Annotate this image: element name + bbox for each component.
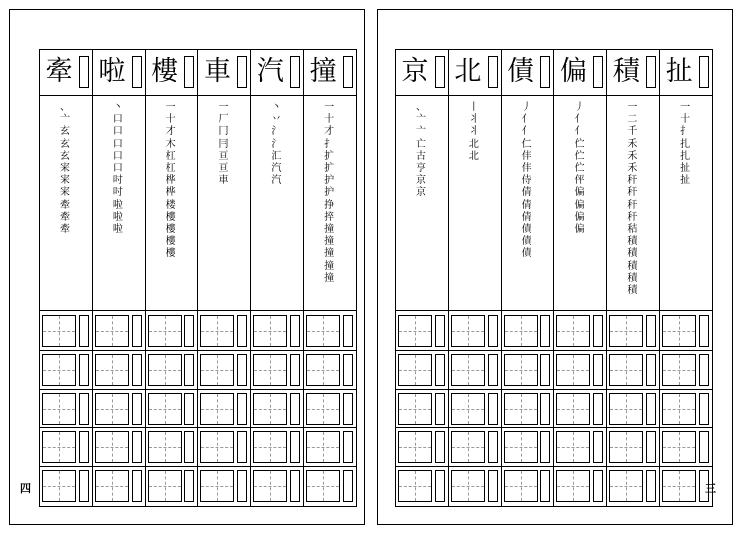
practice-area: [396, 311, 448, 506]
stroke-order-area: [554, 96, 606, 311]
writing-practice-cell[interactable]: [609, 470, 643, 502]
writing-practice-cell[interactable]: [398, 431, 432, 463]
practice-phonetic-box[interactable]: [343, 431, 353, 463]
practice-phonetic-box[interactable]: [79, 470, 89, 502]
writing-practice-cell[interactable]: [42, 470, 76, 502]
practice-row: [146, 467, 198, 505]
character-header: [251, 50, 303, 96]
writing-practice-cell[interactable]: [504, 315, 538, 347]
character-column: [93, 50, 146, 506]
character-header: [554, 50, 606, 96]
practice-phonetic-box[interactable]: [646, 470, 656, 502]
practice-row: [198, 428, 250, 467]
right-worksheet-page: [377, 9, 733, 525]
practice-row: [198, 390, 250, 429]
practice-phonetic-box[interactable]: [290, 354, 300, 386]
practice-phonetic-box[interactable]: [290, 315, 300, 347]
practice-phonetic-box[interactable]: [646, 354, 656, 386]
writing-practice-cell[interactable]: [609, 354, 643, 386]
practice-row: [449, 312, 501, 351]
practice-phonetic-box[interactable]: [593, 354, 603, 386]
practice-phonetic-box[interactable]: [488, 354, 498, 386]
practice-row: [146, 312, 198, 351]
practice-row: [607, 428, 659, 467]
practice-row: [93, 428, 145, 467]
writing-practice-cell[interactable]: [451, 315, 485, 347]
stroke-order-area: [304, 96, 356, 311]
writing-practice-cell[interactable]: [253, 354, 287, 386]
practice-phonetic-box[interactable]: [132, 470, 142, 502]
practice-phonetic-box[interactable]: [237, 354, 247, 386]
practice-phonetic-box[interactable]: [646, 431, 656, 463]
phonetic-box[interactable]: [343, 56, 353, 88]
practice-phonetic-box[interactable]: [343, 470, 353, 502]
practice-row: [607, 351, 659, 390]
practice-phonetic-box[interactable]: [540, 315, 550, 347]
practice-row: [251, 467, 303, 505]
practice-row: [40, 428, 92, 467]
stroke-order-area: [146, 96, 198, 311]
character-column: [396, 50, 449, 506]
character-header: [93, 50, 145, 96]
practice-phonetic-box[interactable]: [132, 393, 142, 425]
practice-row: [607, 467, 659, 505]
character-column: [554, 50, 607, 506]
practice-row: [396, 428, 448, 467]
practice-phonetic-box[interactable]: [593, 315, 603, 347]
character-header: [304, 50, 356, 96]
practice-phonetic-box[interactable]: [79, 315, 89, 347]
character-column: [502, 50, 555, 506]
character-column: [449, 50, 502, 506]
practice-row: [396, 390, 448, 429]
stroke-order-sequence: 一 十 才 扌 扩 扩 护 护 挣 捽 撞 撞 撞 撞 撞: [324, 102, 335, 284]
practice-row: [449, 390, 501, 429]
model-character: 樓: [151, 56, 179, 87]
practice-phonetic-box[interactable]: [290, 470, 300, 502]
writing-practice-cell[interactable]: [609, 315, 643, 347]
practice-phonetic-box[interactable]: [184, 393, 194, 425]
stroke-order-area: [40, 96, 92, 311]
model-character: 牽: [45, 56, 73, 87]
writing-practice-cell[interactable]: [148, 470, 182, 502]
writing-practice-cell[interactable]: [253, 431, 287, 463]
writing-practice-cell[interactable]: [253, 470, 287, 502]
practice-area: [40, 311, 92, 506]
practice-row: [396, 312, 448, 351]
writing-practice-cell[interactable]: [398, 393, 432, 425]
model-character: 撞: [309, 56, 337, 87]
stroke-order-area: [251, 96, 303, 311]
practice-row: [449, 351, 501, 390]
writing-practice-cell[interactable]: [451, 393, 485, 425]
practice-row: [198, 467, 250, 505]
practice-phonetic-box[interactable]: [699, 354, 709, 386]
writing-practice-cell[interactable]: [398, 354, 432, 386]
writing-practice-cell[interactable]: [451, 354, 485, 386]
practice-phonetic-box[interactable]: [343, 393, 353, 425]
practice-row: [251, 428, 303, 467]
character-grid: [39, 49, 357, 507]
stroke-order-sequence: 一 二 千 禾 禾 禾 秆 秆 秆 秆 秸 積 積 積 積 積: [627, 102, 638, 297]
writing-practice-cell[interactable]: [662, 431, 696, 463]
practice-row: [660, 312, 712, 351]
practice-phonetic-box[interactable]: [488, 315, 498, 347]
practice-row: [607, 390, 659, 429]
stroke-order-sequence: 丨 丬 丬 北 北: [468, 102, 479, 162]
stroke-order-sequence: 一 十 才 木 杠 杠 桦 桦 楼 樓 樓 樓 樓: [165, 102, 176, 260]
stroke-order-sequence: 丶 丷 氵 氵 汇 汽 汽: [271, 102, 282, 187]
character-header: [40, 50, 92, 96]
practice-row: [660, 428, 712, 467]
practice-phonetic-box[interactable]: [435, 470, 445, 502]
practice-row: [502, 312, 554, 351]
practice-row: [198, 312, 250, 351]
practice-area: [251, 311, 303, 506]
practice-phonetic-box[interactable]: [540, 431, 550, 463]
model-character: 北: [454, 56, 482, 87]
phonetic-box[interactable]: [184, 56, 194, 88]
practice-area: [449, 311, 501, 506]
practice-row: [93, 312, 145, 351]
page-number: 四: [20, 482, 31, 495]
practice-phonetic-box[interactable]: [646, 315, 656, 347]
practice-phonetic-box[interactable]: [488, 470, 498, 502]
writing-practice-cell[interactable]: [504, 470, 538, 502]
practice-phonetic-box[interactable]: [132, 431, 142, 463]
writing-practice-cell[interactable]: [504, 354, 538, 386]
left-worksheet-page: [9, 9, 365, 525]
practice-row: [40, 390, 92, 429]
writing-practice-cell[interactable]: [42, 393, 76, 425]
phonetic-box[interactable]: [699, 56, 709, 88]
phonetic-box[interactable]: [435, 56, 445, 88]
practice-row: [554, 312, 606, 351]
practice-phonetic-box[interactable]: [343, 315, 353, 347]
practice-phonetic-box[interactable]: [237, 470, 247, 502]
character-column: [251, 50, 304, 506]
phonetic-box[interactable]: [79, 56, 89, 88]
stroke-order-area: [198, 96, 250, 311]
writing-practice-cell[interactable]: [306, 315, 340, 347]
practice-row: [304, 467, 356, 505]
stroke-order-sequence: 丶 口 口 口 口 口 吋 吋 啦 啦 啦: [112, 102, 123, 236]
writing-practice-cell[interactable]: [95, 393, 129, 425]
character-header: [198, 50, 250, 96]
practice-area: [660, 311, 712, 506]
stroke-order-sequence: 一 厂 冂 冃 亘 亘 車: [218, 102, 229, 187]
character-grid: [395, 49, 713, 507]
practice-phonetic-box[interactable]: [79, 431, 89, 463]
practice-row: [502, 428, 554, 467]
practice-row: [40, 351, 92, 390]
practice-area: [146, 311, 198, 506]
practice-row: [554, 428, 606, 467]
writing-practice-cell[interactable]: [556, 354, 590, 386]
model-character: 扯: [665, 56, 693, 87]
writing-practice-cell[interactable]: [662, 315, 696, 347]
practice-area: [502, 311, 554, 506]
practice-phonetic-box[interactable]: [540, 354, 550, 386]
page-number: 三: [705, 482, 716, 495]
practice-row: [198, 351, 250, 390]
writing-practice-cell[interactable]: [200, 315, 234, 347]
practice-phonetic-box[interactable]: [237, 393, 247, 425]
practice-phonetic-box[interactable]: [593, 393, 603, 425]
phonetic-box[interactable]: [290, 56, 300, 88]
phonetic-box[interactable]: [132, 56, 142, 88]
practice-row: [502, 467, 554, 505]
practice-phonetic-box[interactable]: [699, 315, 709, 347]
character-column: [146, 50, 199, 506]
writing-practice-cell[interactable]: [42, 354, 76, 386]
practice-phonetic-box[interactable]: [699, 431, 709, 463]
practice-phonetic-box[interactable]: [132, 315, 142, 347]
practice-row: [660, 390, 712, 429]
writing-practice-cell[interactable]: [306, 431, 340, 463]
writing-practice-cell[interactable]: [556, 393, 590, 425]
practice-row: [40, 312, 92, 351]
practice-area: [554, 311, 606, 506]
writing-practice-cell[interactable]: [398, 470, 432, 502]
practice-phonetic-box[interactable]: [593, 470, 603, 502]
stroke-order-sequence: 丿 亻 亻 伫 伫 伫 伻 偏 偏 偏 偏: [574, 102, 585, 236]
practice-row: [304, 351, 356, 390]
writing-practice-cell[interactable]: [609, 393, 643, 425]
practice-row: [449, 428, 501, 467]
character-column: [304, 50, 356, 506]
writing-practice-cell[interactable]: [451, 431, 485, 463]
writing-practice-cell[interactable]: [42, 315, 76, 347]
stroke-order-sequence: 、 亠 玄 玄 玄 宩 宩 宩 牽 牽 牽: [60, 102, 70, 236]
practice-row: [396, 351, 448, 390]
writing-practice-cell[interactable]: [200, 470, 234, 502]
practice-phonetic-box[interactable]: [435, 315, 445, 347]
writing-practice-cell[interactable]: [95, 315, 129, 347]
practice-row: [502, 390, 554, 429]
practice-phonetic-box[interactable]: [184, 431, 194, 463]
practice-phonetic-box[interactable]: [79, 393, 89, 425]
writing-practice-cell[interactable]: [609, 431, 643, 463]
practice-phonetic-box[interactable]: [184, 315, 194, 347]
writing-practice-cell[interactable]: [148, 431, 182, 463]
practice-phonetic-box[interactable]: [488, 393, 498, 425]
writing-practice-cell[interactable]: [504, 393, 538, 425]
practice-phonetic-box[interactable]: [290, 431, 300, 463]
character-header: [146, 50, 198, 96]
practice-row: [304, 428, 356, 467]
practice-phonetic-box[interactable]: [540, 393, 550, 425]
writing-practice-cell[interactable]: [148, 315, 182, 347]
practice-phonetic-box[interactable]: [290, 393, 300, 425]
writing-practice-cell[interactable]: [451, 470, 485, 502]
practice-phonetic-box[interactable]: [435, 431, 445, 463]
practice-row: [146, 428, 198, 467]
writing-practice-cell[interactable]: [306, 354, 340, 386]
writing-practice-cell[interactable]: [95, 431, 129, 463]
writing-practice-cell[interactable]: [662, 393, 696, 425]
stroke-order-sequence: 一 十 扌 扎 扎 扯 扯: [680, 102, 691, 187]
practice-phonetic-box[interactable]: [540, 470, 550, 502]
writing-practice-cell[interactable]: [200, 354, 234, 386]
model-character: 汽: [256, 56, 284, 87]
writing-practice-cell[interactable]: [200, 431, 234, 463]
practice-row: [93, 467, 145, 505]
model-character: 積: [612, 56, 640, 87]
practice-row: [251, 312, 303, 351]
character-header: [396, 50, 448, 96]
stroke-order-area: [607, 96, 659, 311]
phonetic-box[interactable]: [593, 56, 603, 88]
character-column: [40, 50, 93, 506]
writing-practice-cell[interactable]: [556, 470, 590, 502]
model-character: 偏: [559, 56, 587, 87]
model-character: 京: [401, 56, 429, 87]
stroke-order-area: [660, 96, 712, 311]
practice-phonetic-box[interactable]: [593, 431, 603, 463]
practice-row: [396, 467, 448, 505]
practice-phonetic-box[interactable]: [79, 354, 89, 386]
model-character: 啦: [98, 56, 126, 87]
stroke-order-sequence: 、 亠 亠 亡 古 亨 京 京: [416, 102, 426, 199]
practice-row: [502, 351, 554, 390]
practice-row: [607, 312, 659, 351]
practice-phonetic-box[interactable]: [237, 315, 247, 347]
stroke-order-sequence: 丿 亻 亻 仁 仹 仹 侍 倩 倩 倩 債 債 債: [521, 102, 532, 260]
phonetic-box[interactable]: [540, 56, 550, 88]
character-column: [198, 50, 251, 506]
stroke-order-area: [449, 96, 501, 311]
practice-row: [40, 467, 92, 505]
writing-practice-cell[interactable]: [306, 393, 340, 425]
writing-practice-cell[interactable]: [398, 315, 432, 347]
practice-phonetic-box[interactable]: [488, 431, 498, 463]
writing-practice-cell[interactable]: [556, 315, 590, 347]
character-column: [660, 50, 712, 506]
practice-row: [554, 467, 606, 505]
practice-row: [146, 351, 198, 390]
writing-practice-cell[interactable]: [253, 315, 287, 347]
writing-practice-cell[interactable]: [662, 354, 696, 386]
practice-phonetic-box[interactable]: [435, 393, 445, 425]
practice-row: [554, 351, 606, 390]
character-column: [607, 50, 660, 506]
writing-practice-cell[interactable]: [200, 393, 234, 425]
practice-phonetic-box[interactable]: [343, 354, 353, 386]
writing-practice-cell[interactable]: [95, 354, 129, 386]
writing-practice-cell[interactable]: [253, 393, 287, 425]
writing-practice-cell[interactable]: [95, 470, 129, 502]
writing-practice-cell[interactable]: [504, 431, 538, 463]
character-header: [660, 50, 712, 96]
practice-row: [93, 390, 145, 429]
writing-practice-cell[interactable]: [148, 393, 182, 425]
writing-practice-cell[interactable]: [662, 470, 696, 502]
writing-practice-cell[interactable]: [148, 354, 182, 386]
practice-row: [304, 312, 356, 351]
model-character: 車: [203, 56, 231, 87]
character-header: [449, 50, 501, 96]
practice-phonetic-box[interactable]: [646, 393, 656, 425]
practice-phonetic-box[interactable]: [237, 431, 247, 463]
writing-practice-cell[interactable]: [556, 431, 590, 463]
practice-phonetic-box[interactable]: [184, 354, 194, 386]
practice-row: [554, 390, 606, 429]
practice-row: [304, 390, 356, 429]
practice-phonetic-box[interactable]: [435, 354, 445, 386]
phonetic-box[interactable]: [488, 56, 498, 88]
phonetic-box[interactable]: [237, 56, 247, 88]
practice-row: [93, 351, 145, 390]
character-header: [607, 50, 659, 96]
practice-phonetic-box[interactable]: [132, 354, 142, 386]
practice-row: [146, 390, 198, 429]
stroke-order-area: [93, 96, 145, 311]
practice-row: [449, 467, 501, 505]
practice-area: [198, 311, 250, 506]
model-character: 債: [507, 56, 535, 87]
phonetic-box[interactable]: [646, 56, 656, 88]
writing-practice-cell[interactable]: [306, 470, 340, 502]
practice-phonetic-box[interactable]: [184, 470, 194, 502]
practice-row: [251, 390, 303, 429]
practice-row: [251, 351, 303, 390]
stroke-order-area: [396, 96, 448, 311]
writing-practice-cell[interactable]: [42, 431, 76, 463]
practice-area: [607, 311, 659, 506]
character-header: [502, 50, 554, 96]
practice-area: [304, 311, 356, 506]
practice-area: [93, 311, 145, 506]
practice-phonetic-box[interactable]: [699, 393, 709, 425]
practice-row: [660, 351, 712, 390]
stroke-order-area: [502, 96, 554, 311]
